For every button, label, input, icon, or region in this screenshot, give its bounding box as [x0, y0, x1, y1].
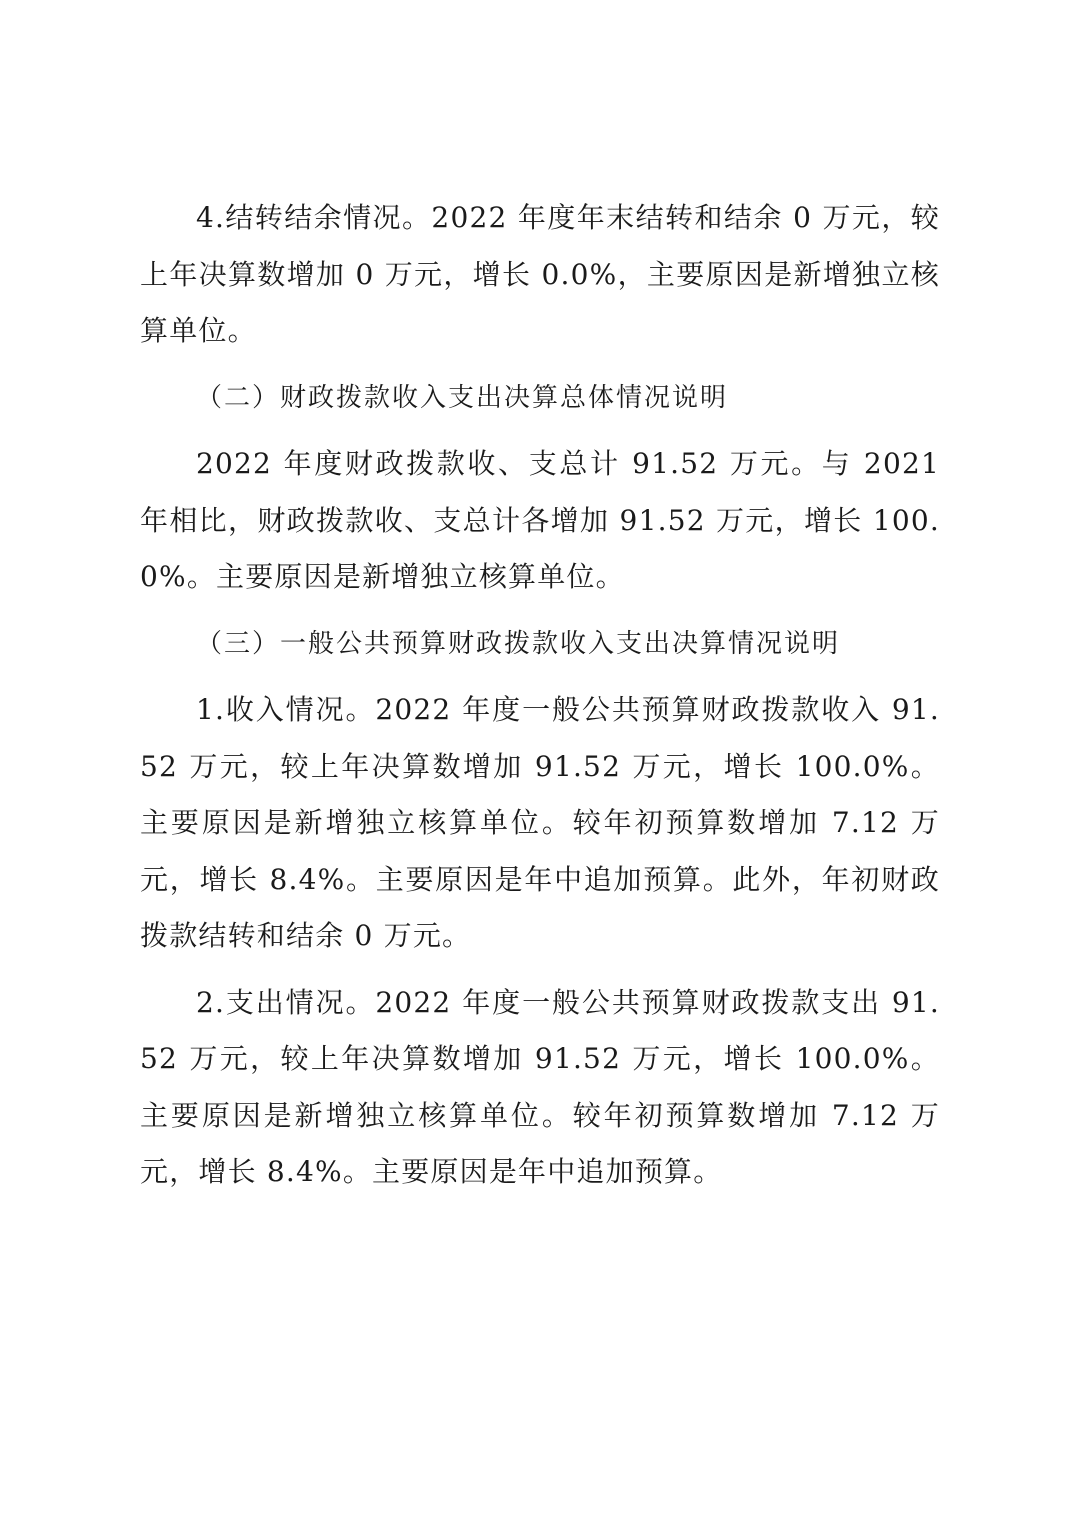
paragraph-income-situation: 1.收入情况。2022 年度一般公共预算财政拨款收入 91.52 万元，较上年决算数增加 91.52 万元，增长 100.0%。主要原因是新增独立核算单位。较年初预算数增加 7.12 万元，增长 8.4%。主要原因是年中追加预算。此外，年初财政拨款结转和结余 0 万元。 — [140, 693, 940, 952]
heading-fiscal-appropriation-overview: （二）财政拨款收入支出决算总体情况说明 — [196, 382, 729, 413]
heading-general-public-budget: （三）一般公共预算财政拨款收入支出决算情况说明 — [196, 628, 841, 659]
paragraph-fiscal-appropriation-total: 2022 年度财政拨款收、支总计 91.52 万元。与 2021 年相比，财政拨款收、支总计各增加 91.52 万元，增长 100.0%。主要原因是新增独立核算单位。 — [140, 447, 940, 593]
document-body — [140, 190, 940, 1201]
paragraph-expenditure-situation: 2.支出情况。2022 年度一般公共预算财政拨款支出 91.52 万元，较上年决算数增加 91.52 万元，增长 100.0%。主要原因是新增独立核算单位。较年初预算数增加 7.12 万元，增长 8.4%。主要原因是年中追加预算。 — [140, 985, 940, 1188]
paragraph-carryover-balance: 4.结转结余情况。2022 年度年末结转和结余 0 万元，较上年决算数增加 0 万元，增长 0.0%，主要原因是新增独立核算单位。 — [140, 201, 940, 347]
